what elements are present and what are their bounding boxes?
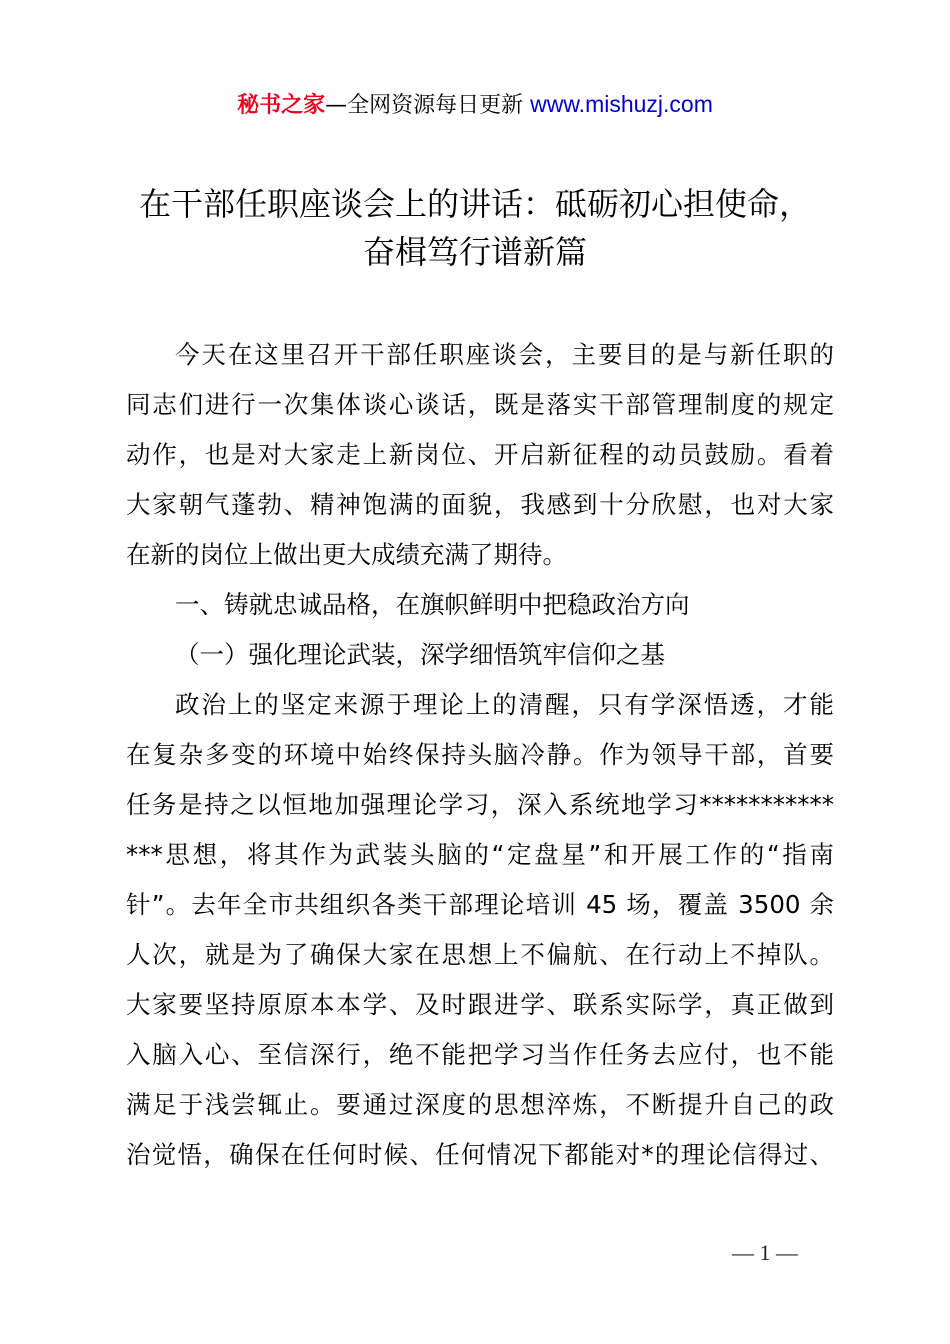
document-title (60, 180, 890, 276)
page-number: — 1 — (732, 1240, 798, 1265)
paragraph-line: 大家要坚持原原本本学、及时跟进学、联系实际学，真正做到 (126, 990, 834, 1019)
paragraph-line: 任务是持之以恒地加强理论学习，深入系统地学习*********** (126, 790, 834, 819)
paragraph-line: 人次，就是为了确保大家在思想上不偏航、在行动上不掉队。 (126, 940, 834, 969)
paragraph-line: 在新的岗位上做出更大成绩充满了期待。 (126, 540, 567, 569)
paragraph-line: 在复杂多变的环境中始终保持头脑冷静。作为领导干部，首要 (126, 740, 834, 769)
subsection-heading: （一）强化理论武装，深学细悟筑牢信仰之基 (175, 640, 665, 669)
paragraph-line: 入脑入心、至信深行，绝不能把学习当作任务去应付，也不能 (126, 1040, 834, 1069)
paragraph-line: 今天在这里召开干部任职座谈会，主要目的是与新任职的 (175, 340, 834, 369)
paragraph-line: 动作，也是对大家走上新岗位、开启新征程的动员鼓励。看着 (126, 440, 834, 469)
paragraph-line: 政治上的坚定来源于理论上的清醒，只有学深悟透，才能 (175, 690, 834, 719)
paragraph-line: 大家朝气蓬勃、精神饱满的面貌，我感到十分欣慰，也对大家 (126, 490, 834, 519)
paragraph-line: ***思想，将其作为武装头脑的“定盘星”和开展工作的“指南 (126, 840, 834, 869)
site-url-link[interactable]: www.mishuzj.com (530, 91, 713, 117)
site-tagline: —全网资源每日更新 (325, 93, 531, 118)
site-header (0, 88, 950, 122)
site-brand: 秘书之家 (237, 93, 326, 118)
document-body (126, 330, 834, 1180)
title-line-2: 奋楫笃行谱新篇 (362, 233, 587, 271)
title-line-1: 在干部任职座谈会上的讲话：砥砺初心担使命， (138, 185, 811, 223)
paragraph-line: 满足于浅尝辄止。要通过深度的思想淬炼，不断提升自己的政 (126, 1090, 834, 1119)
paragraph-line: 治觉悟，确保在任何时候、任何情况下都能对*的理论信得过、 (126, 1140, 834, 1169)
paragraph-line: 同志们进行一次集体谈心谈话，既是落实干部管理制度的规定 (126, 390, 834, 419)
paragraph-line: 针”。去年全市共组织各类干部理论培训 45 场，覆盖 3500 余 (126, 890, 834, 919)
section-heading: 一、铸就忠诚品格，在旗帜鲜明中把稳政治方向 (175, 590, 690, 619)
